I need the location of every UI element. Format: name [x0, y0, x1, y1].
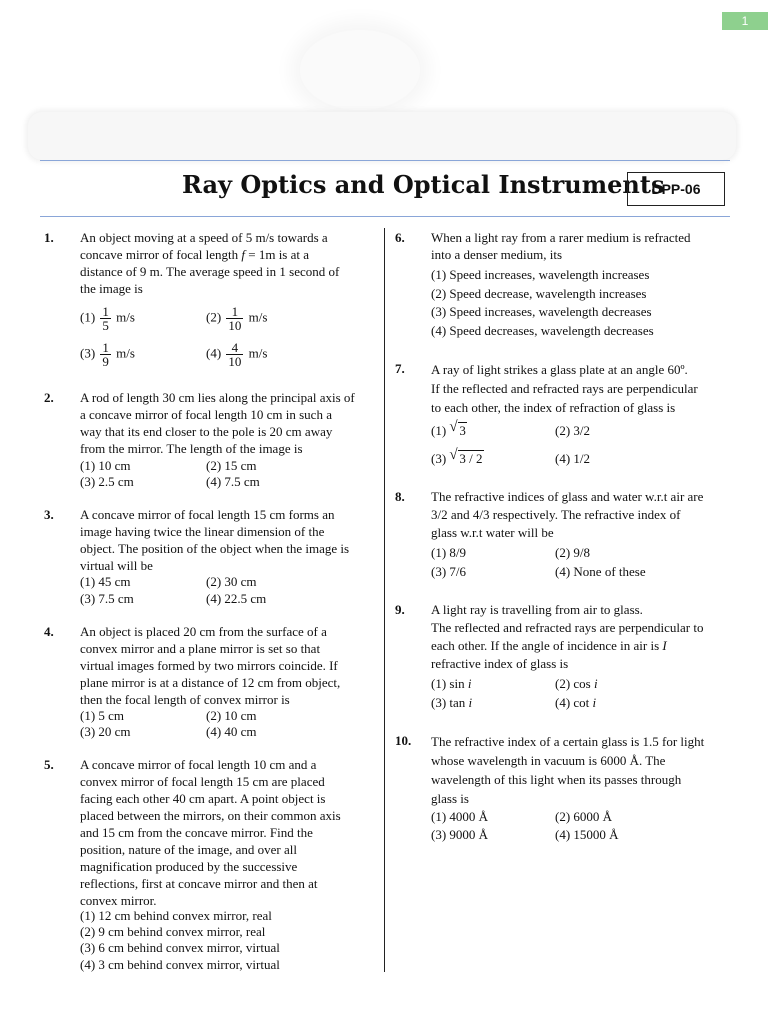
question-number: 10.	[395, 733, 412, 748]
question-text: to each other, the index of refraction of glass is	[431, 400, 676, 415]
option-2: (2) 15 cm	[206, 458, 257, 473]
question-text: facing each other 40 cm apart. A point object is	[80, 791, 326, 806]
page-number: 1	[722, 12, 768, 30]
option-1: (1) 45 cm	[80, 574, 131, 589]
option-4: (4) None of these	[555, 564, 646, 579]
option-1: (1) sin i	[431, 676, 472, 691]
option-4: (4) 7.5 cm	[206, 474, 260, 489]
option-1: (1) 4000 Å	[431, 809, 489, 824]
option-1: (1) 5 cm	[80, 708, 125, 723]
option-1: (1) 10 cm	[80, 458, 131, 473]
question-text: then the focal length of convex mirror is	[80, 692, 290, 707]
option-3: (3) Speed increases, wavelength decreases	[431, 304, 652, 319]
option-2: (2) 30 cm	[206, 574, 257, 589]
title-rule	[40, 216, 730, 217]
question-9	[395, 601, 725, 713]
question-text: whose wavelength in vacuum is 6000 Å. The	[431, 753, 666, 768]
question-10	[395, 732, 725, 844]
question-text: each other. If the angle of incidence in air is I	[431, 638, 667, 653]
option-2: (2) Speed decrease, wavelength increases	[431, 286, 647, 301]
option-4: (4) 22.5 cm	[206, 591, 267, 606]
option-3: (3) $\frac{1}{9}$ m/s	[80, 340, 135, 369]
question-number: 1.	[44, 230, 54, 245]
question-text: A concave mirror of focal length 10 cm and a	[80, 757, 317, 772]
question-6	[395, 229, 725, 341]
option-3: (3) 7.5 cm	[80, 591, 134, 606]
option-1: (1) 8/9	[431, 545, 467, 560]
question-text: plane mirror is at a distance of 12 cm from object,	[80, 675, 341, 690]
option-4: (4) 40 cm	[206, 724, 257, 739]
option-3: (3) 6 cm behind convex mirror, virtual	[80, 940, 280, 955]
dpp-badge: DPP-06	[627, 172, 725, 206]
option-2: (2) 6000 Å	[555, 809, 613, 824]
page-title: Ray Optics and Optical Instruments	[182, 170, 665, 199]
option-4: (4) Speed decreases, wavelength decreases	[431, 323, 654, 338]
question-number: 9.	[395, 602, 405, 617]
option-1: (1) √ 3	[431, 419, 466, 438]
logo-smudge	[300, 30, 420, 110]
option-1: (1) Speed increases, wavelength increases	[431, 267, 650, 282]
option-4: (4) 1/2	[555, 451, 591, 466]
question-text: glass w.r.t water will be	[431, 525, 554, 540]
question-number: 3.	[44, 507, 54, 522]
question-8	[395, 488, 725, 580]
question-text: A light ray is travelling from air to glass.	[431, 602, 643, 617]
question-text: virtual will be	[80, 558, 153, 573]
option-4: (4) 3 cm behind convex mirror, virtual	[80, 957, 280, 972]
question-number: 2.	[44, 390, 54, 405]
option-3: (3) 2.5 cm	[80, 474, 134, 489]
header-banner	[28, 112, 736, 160]
question-2	[44, 389, 376, 493]
option-3: (3) 7/6	[431, 564, 467, 579]
option-2: (2) cos i	[555, 676, 598, 691]
question-text: reflections, first at concave mirror and then at	[80, 876, 318, 891]
question-text: virtual images formed by two mirrors coincide. If	[80, 658, 338, 673]
option-4: (4) $\frac{4}{10}$ m/s	[206, 340, 268, 369]
question-text: convex mirror.	[80, 893, 157, 908]
option-2: (2) $\frac{1}{10}$ m/s	[206, 304, 268, 333]
question-text: wavelength of this light when its passes through	[431, 772, 682, 787]
option-3: (3) √ 3 / 2	[431, 447, 483, 466]
option-4: (4) cot i	[555, 695, 597, 710]
question-text: distance of 9 m. The average speed in 1 second of	[80, 264, 340, 279]
question-number: 8.	[395, 489, 405, 504]
column-divider	[384, 228, 385, 972]
question-number: 5.	[44, 757, 54, 772]
question-1	[44, 229, 376, 379]
question-number: 6.	[395, 230, 405, 245]
option-2: (2) 10 cm	[206, 708, 257, 723]
question-text: convex mirror of focal length 15 cm are placed	[80, 774, 325, 789]
option-1: (1) 12 cm behind convex mirror, real	[80, 908, 272, 923]
question-text: The refractive indices of glass and water w.r.t air are	[431, 489, 704, 504]
question-text: An object is placed 20 cm from the surface of a	[80, 624, 327, 639]
option-2: (2) 9/8	[555, 545, 591, 560]
option-1: (1) $\frac{1}{5}$ m/s	[80, 304, 135, 333]
option-3: (3) tan i	[431, 695, 473, 710]
question-text: object. The position of the object when the image is	[80, 541, 350, 556]
question-7	[395, 360, 725, 472]
question-text: When a light ray from a rarer medium is refracted	[431, 230, 691, 245]
question-text: An object moving at a speed of 5 m/s towards a	[80, 230, 328, 245]
option-2: (2) 9 cm behind convex mirror, real	[80, 924, 266, 939]
question-text: way that its end closer to the pole is 20 cm away	[80, 424, 333, 439]
question-5	[44, 756, 376, 976]
question-4	[44, 623, 376, 743]
option-3: (3) 9000 Å	[431, 827, 489, 842]
question-text: a concave mirror of focal length 10 cm in such a	[80, 407, 332, 422]
question-text: position, nature of the image, and over all	[80, 842, 297, 857]
question-text: If the reflected and refracted rays are perpendicular	[431, 381, 698, 396]
question-text: convex mirror and a plane mirror is set so that	[80, 641, 321, 656]
question-text: into a denser medium, its	[431, 247, 563, 262]
question-text: 3/2 and 4/3 respectively. The refractive index of	[431, 507, 681, 522]
option-4: (4) 15000 Å	[555, 827, 619, 842]
question-text: The reflected and refracted rays are perpendicular to	[431, 620, 704, 635]
question-text: magnification produced by the successive	[80, 859, 298, 874]
question-text: image having twice the linear dimension of the	[80, 524, 325, 539]
question-text: from the mirror. The length of the image is	[80, 441, 303, 456]
question-3	[44, 506, 376, 610]
question-text: glass is	[431, 791, 469, 806]
question-text: The refractive index of a certain glass is 1.5 for light	[431, 734, 705, 749]
question-number: 4.	[44, 624, 54, 639]
question-text: and 15 cm from the concave mirror. Find the	[80, 825, 313, 840]
question-text: refractive index of glass is	[431, 656, 569, 671]
banner-rule	[40, 160, 730, 161]
question-text: A concave mirror of focal length 15 cm forms an	[80, 507, 335, 522]
question-text: concave mirror of focal length f = 1m is at a	[80, 247, 310, 262]
option-2: (2) 3/2	[555, 423, 591, 438]
question-text: A ray of light strikes a glass plate at an angle 60º.	[431, 362, 688, 377]
question-text: A rod of length 30 cm lies along the principal axis of	[80, 390, 355, 405]
question-text: the image is	[80, 281, 143, 296]
question-number: 7.	[395, 361, 405, 376]
option-3: (3) 20 cm	[80, 724, 131, 739]
question-text: placed between the mirrors, on their common axis	[80, 808, 341, 823]
